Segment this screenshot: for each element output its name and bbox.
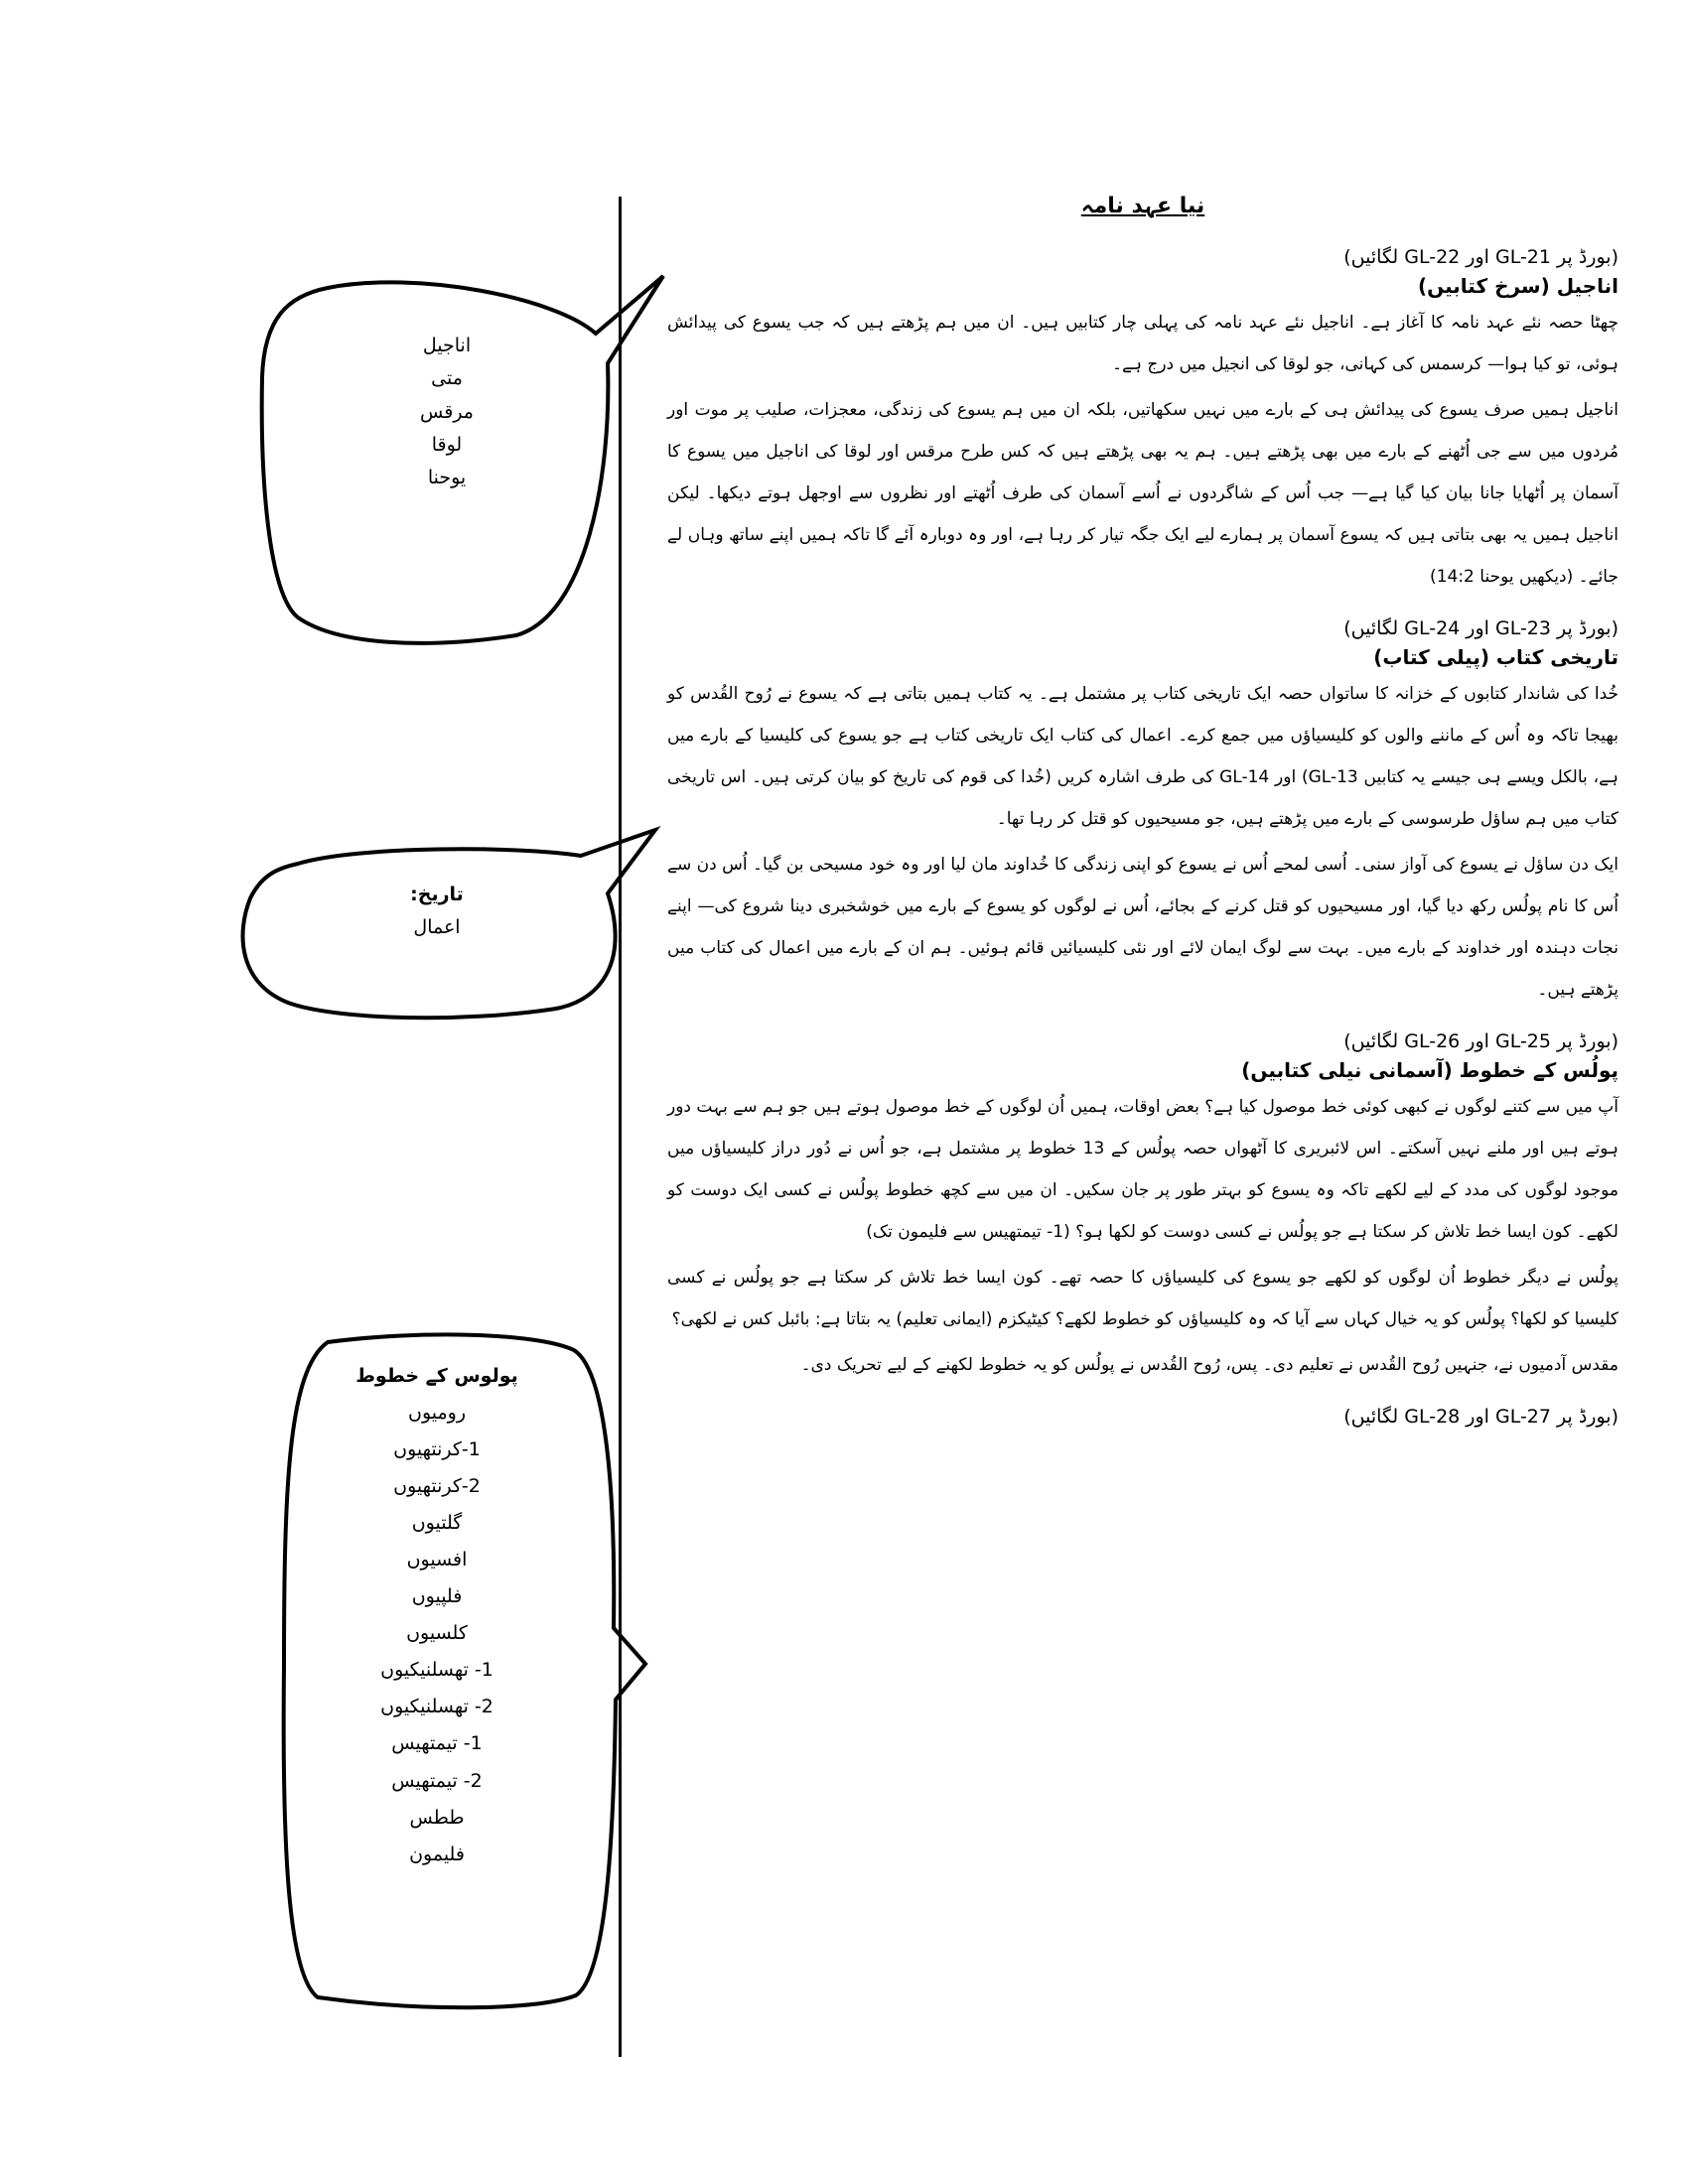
paragraph: ایک دن ساؤل نے یسوع کی آواز سنی۔ اُسی لمحے اُس نے یسوع کو اپنی زندگی کا خُداوند مان لیا اور وہ خود مسیحی بن گیا۔ اُس دن سے اُس کا نام پولُس رکھ دیا گیا، اور مسیحیوں کو قتل کرنے کے بجائے، اُس نے لوگوں کو یسوع کے بارے میں خوشخبری دینا شروع کی— اپنے نجات دہندہ اور خداوند کے بارے میں۔ بہت سے لوگ ایمان لائے اور نئی کلیسیائیں قائم ہوئیں۔ ہم ان کے بارے میں اعمال کی کتاب میں پڑھتے ہیں۔ [667, 855, 1618, 1000]
paragraph: آپ میں سے کتنے لوگوں نے کبھی کوئی خط موصول کیا ہے؟ بعض اوقات، ہمیں اُن لوگوں کے خط موصول ہوتے ہیں جو ہم سے بہت دور ہوتے ہیں اور ملنے نہیں آسکتے۔ اس لائبریری کا آٹھواں حصہ پولُس کے 13 خطوط پر مشتمل ہے، جو اُس نے دُور دراز کلیسیاؤں میں موجود لوگوں کی مدد کے لیے لکھے تاکہ وہ یسوع کو بہتر طور پر جان سکیں۔ ان میں سے کچھ خطوط پولُس نے کسی ایک دوست کو لکھے۔ کون ایسا خط تلاش کر سکتا ہے جو پولُس نے کسی دوست کو لکھا ہو؟ (1- تیمتھیس سے فلیمون تک) [667, 1097, 1618, 1242]
history-item: اعمال [413, 916, 461, 939]
section-heading: تاریخی کتاب (پیلی کتاب) [1373, 645, 1618, 669]
letters-item: 2-کرنتھیوں [393, 1475, 481, 1498]
gospels-item: یوحنا [427, 467, 467, 488]
gospels-item: مرقس [420, 400, 474, 423]
gospels-item: متی [431, 367, 463, 390]
history-bubble-title: تاریخ: [410, 884, 464, 905]
paragraph: خُدا کی شاندار کتابوں کے خزانہ کا ساتواں حصہ ایک تاریخی کتاب پر مشتمل ہے۔ یہ کتاب ہمیں بتاتی ہے کہ یسوع نے رُوح القُدس کو بھیجا تاکہ وہ اُس کے ماننے والوں کو کلیسیاؤں میں جمع کرے۔ اعمال کی کتاب ایک تاریخی کتاب ہے جو یسوع کی کلیسیا کے بارے میں ہے، بالکل ویسے ہی جیسے یہ کتابیں GL-13) اور GL-14 کی طرف اشارہ کریں (خُدا کی قوم کی تاریخ کو بیان کرتی ہیں۔ اس تاریخی کتاب میں ہم ساؤل طرسوسی کے بارے میں پڑھتے ہیں، جو مسیحیوں کو قتل کر رہا تھا۔ [667, 684, 1618, 829]
letters-item: 1- تیمتھیس [391, 1732, 483, 1755]
letters-item: 1- تھسلنیکیوں [380, 1659, 493, 1682]
letters-bubble-title: پولوس کے خطوط [355, 1365, 518, 1387]
paragraph: پولُس نے دیگر خطوط اُن لوگوں کو لکھے جو یسوع کی کلیسیاؤں کا حصہ تھے۔ کون ایسا خط تلاش کر سکتا ہے جو پولُس نے کسی کلیسیا کو لکھا؟ پولُس کو یہ خیال کہاں سے آیا کہ وہ کلیسیاؤں کو خطوط لکھے؟ کیٹیکزم (ایمانی تعلیم) یہ بتاتا ہے: بائبل کس نے لکھی؟ [667, 1268, 1618, 1329]
letters-item: افسیوں [406, 1549, 468, 1571]
letters-item: کلسیوں [406, 1622, 468, 1645]
board-instruction: (بورڈ پر GL-25 اور GL-26 لگائیں) [1343, 1030, 1618, 1052]
section-letters [667, 1030, 1618, 1386]
board-instruction: (بورڈ پر GL-21 اور GL-22 لگائیں) [1343, 246, 1618, 268]
letters-item: رومیوں [407, 1402, 467, 1425]
letters-item: فلیمون [409, 1843, 465, 1865]
footer-board-instruction: (بورڈ پر GL-27 اور GL-28 لگائیں) [1343, 1406, 1618, 1428]
history-bubble [357, 879, 516, 945]
letters-item: فلپیوں [411, 1585, 463, 1608]
gospels-item: لوقا [431, 433, 463, 456]
section-heading: اناجیل (سرخ کتابیں) [1417, 274, 1618, 298]
letters-bubble [338, 1358, 536, 1873]
letters-item: گلتیوں [411, 1512, 463, 1535]
letters-item: ططس [409, 1806, 465, 1829]
gospels-bubble [367, 330, 526, 494]
board-instruction: (بورڈ پر GL-23 اور GL-24 لگائیں) [1343, 617, 1618, 639]
section-gospels [667, 246, 1618, 598]
section-history [667, 617, 1618, 1011]
letters-item: 2- تیمتھیس [391, 1769, 483, 1792]
paragraph: چھٹا حصہ نئے عہد نامہ کا آغاز ہے۔ اناجیل نئے عہد نامہ کی پہلی چار کتابیں ہیں۔ ان میں ہم پڑھتے ہیں کہ جب یسوع کی پیدائش ہوئی، تو کیا ہوا— کرسمس کی کہانی، جو لوقا کی انجیل میں درج ہے۔ [667, 313, 1618, 374]
section-heading: پولُس کے خطوط (آسمانی نیلی کتابیں) [1241, 1058, 1618, 1082]
letters-item: 2- تھسلنیکیوں [380, 1696, 493, 1718]
paragraph: مقدس آدمیوں نے، جنہیں رُوح القُدس نے تعلیم دی۔ پس، رُوح القُدس نے پولُس کو یہ خطوط لکھنے کے لیے تحریک دی۔ [800, 1355, 1618, 1375]
letters-item: 1-کرنتھیوں [393, 1438, 481, 1461]
page-title: نیا عہد نامہ [1080, 194, 1205, 218]
gospels-item: اناجیل [422, 335, 472, 356]
paragraph: اناجیل ہمیں صرف یسوع کی پیدائش ہی کے بارے میں نہیں سکھاتیں، بلکہ ان میں ہم یسوع کی زندگی، معجزات، صلیب پر موت اور مُردوں میں سے جی اُٹھنے کے بارے میں بھی پڑھتے ہیں۔ ہم یہ بھی پڑھتے ہیں کہ کس طرح مرقس اور لوقا کی اناجیل میں یسوع کا آسمان پر اُٹھایا جانا بیان کیا گیا ہے— جب اُس کے شاگردوں نے اُسے آسمان کی طرف اُٹھتے اور نظروں سے اوجھل ہوتے دیکھا۔ لیکن اناجیل ہمیں یہ بھی بتاتی ہیں کہ یسوع آسمان پر ہمارے لیے ایک جگہ تیار کر رہا ہے، اور وہ دوبارہ آئے گا تاکہ ہمیں اپنے ساتھ وہاں لے جائے۔ (دیکھیں یوحنا 14:2) [667, 400, 1618, 587]
main-column [667, 194, 1618, 1433]
